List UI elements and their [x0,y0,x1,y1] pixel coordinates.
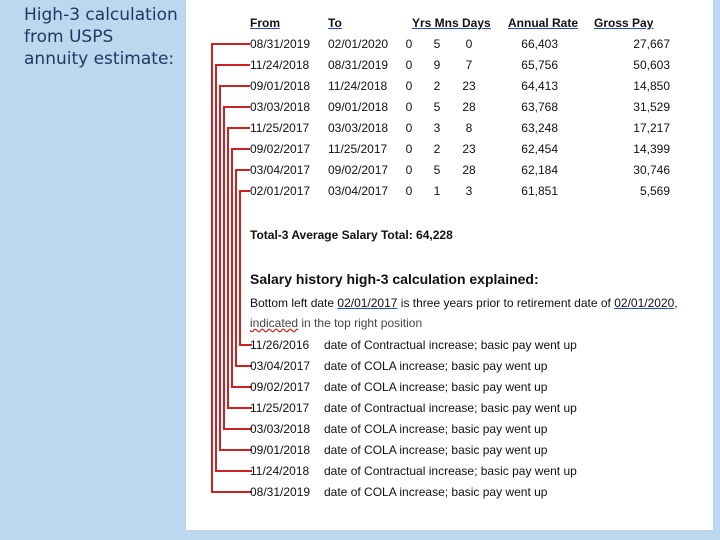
cell-from: 11/25/2017 [250,121,310,135]
explanation-line-1 [250,296,678,310]
cell-yrs: 0 [405,100,413,114]
event-description: date of COLA increase; basic pay went up [324,485,548,499]
cell-to: 03/04/2017 [328,184,389,198]
cell-mos: 5 [433,163,441,177]
cell-yrs: 0 [405,37,413,51]
cell-yrs: 0 [405,184,413,198]
cell-gross-pay: 17,217 [633,121,670,135]
bracket-2 [216,65,252,471]
cell-days: 28 [462,100,476,114]
event-date: 11/26/2016 [250,338,310,352]
cell-gross-pay: 31,529 [633,100,670,114]
event-description: date of COLA increase; basic pay went up [324,359,548,373]
cell-to: 03/03/2018 [328,121,389,135]
explanation-heading: Salary history high-3 calculation explained: [250,271,539,287]
caption-line-3: annuity estimate: [24,49,175,69]
cell-gross-pay: 5,569 [639,184,670,198]
cell-to: 08/31/2019 [328,58,389,72]
annuity-estimate-screenshot [186,0,713,530]
header-to: To [328,16,342,30]
event-description: date of COLA increase; basic pay went up [324,380,548,394]
retirement-date: 02/01/2020 [614,296,675,310]
event-date: 03/03/2018 [250,422,311,436]
cell-mos: 5 [433,37,441,51]
cell-gross-pay: 14,399 [633,142,670,156]
explanation-text: is three years prior to retirement date of [397,296,615,310]
event-date: 11/25/2017 [250,401,310,415]
cell-from: 02/01/2017 [250,184,311,198]
cell-yrs: 0 [405,121,413,135]
cell-yrs: 0 [405,163,413,177]
cell-from: 09/01/2018 [250,79,311,93]
cell-from: 08/31/2019 [250,37,311,51]
cell-annual-rate: 65,756 [521,58,558,72]
explanation-text: , [674,296,678,310]
cell-annual-rate: 66,403 [521,37,558,51]
cell-from: 03/04/2017 [250,163,311,177]
cell-annual-rate: 62,454 [521,142,558,156]
cell-days: 3 [465,184,473,198]
bracket-7 [236,170,252,366]
cell-mos: 1 [433,184,441,198]
event-date: 08/31/2019 [250,485,311,499]
header-annual-rate: Annual Rate [508,16,579,30]
cell-mos: 9 [433,58,441,72]
header-yrs-mos-days: Yrs Mns Days [412,16,491,30]
cell-annual-rate: 63,248 [521,121,558,135]
cell-gross-pay: 50,603 [633,58,670,72]
header-gross-pay: Gross Pay [594,16,654,30]
event-description: date of Contractual increase; basic pay went up [324,338,577,352]
cell-annual-rate: 62,184 [521,163,558,177]
cell-mos: 2 [433,79,441,93]
cell-to: 09/02/2017 [328,163,389,177]
cell-to: 09/01/2018 [328,100,389,114]
cell-days: 23 [462,79,476,93]
cell-gross-pay: 14,850 [633,79,670,93]
cell-yrs: 0 [405,142,413,156]
event-description: date of COLA increase; basic pay went up [324,443,548,457]
event-description: date of Contractual increase; basic pay went up [324,464,577,478]
cell-gross-pay: 27,667 [633,37,670,51]
cell-days: 8 [465,121,473,135]
caption-line-1: High-3 calculation [24,5,178,25]
header-from: From [250,16,280,30]
cell-mos: 3 [433,121,441,135]
cell-from: 11/24/2018 [250,58,310,72]
event-date: 09/02/2017 [250,380,311,394]
cell-to: 02/01/2020 [328,37,389,51]
explanation-text: in the top right position [298,316,423,330]
cell-annual-rate: 64,413 [521,79,558,93]
bottom-left-date: 02/01/2017 [337,296,398,310]
cell-yrs: 0 [405,58,413,72]
average-salary-total: Total-3 Average Salary Total: 64,228 [250,228,453,242]
cell-to: 11/24/2018 [328,79,388,93]
event-description: date of COLA increase; basic pay went up [324,422,548,436]
cell-annual-rate: 63,768 [521,100,558,114]
cell-days: 23 [462,142,476,156]
event-date: 03/04/2017 [250,359,311,373]
cell-annual-rate: 61,851 [521,184,558,198]
event-description: date of Contractual increase; basic pay went up [324,401,577,415]
cell-days: 0 [465,37,473,51]
cell-mos: 5 [433,100,441,114]
cell-from: 03/03/2018 [250,100,311,114]
cell-days: 7 [465,58,473,72]
event-date: 11/24/2018 [250,464,310,478]
cell-to: 11/25/2017 [328,142,388,156]
event-date: 09/01/2018 [250,443,311,457]
cell-gross-pay: 30,746 [633,163,670,177]
explanation-line-2 [250,316,422,330]
slide-caption [24,4,184,70]
caption-line-2: from USPS [24,27,114,47]
cell-from: 09/02/2017 [250,142,311,156]
cell-mos: 2 [433,142,441,156]
explanation-text: indicated [250,316,299,330]
cell-yrs: 0 [405,79,413,93]
explanation-text: Bottom left date [250,296,338,310]
cell-days: 28 [462,163,476,177]
